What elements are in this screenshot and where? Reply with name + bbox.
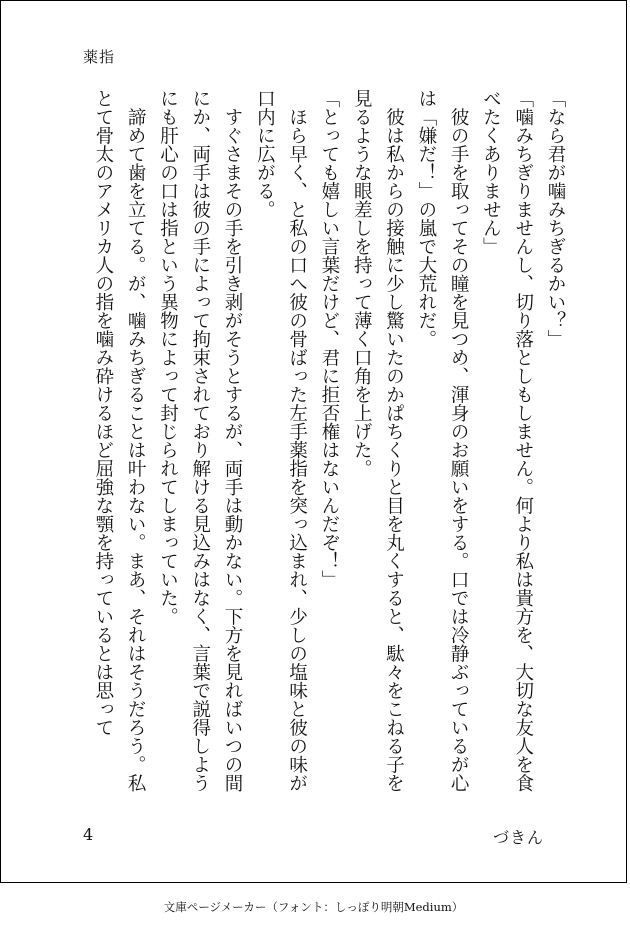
vertical-body-text bbox=[81, 89, 571, 804]
paragraph: 「噛みちぎりませんし、切り落としもしません。何より私は貴方を、大切な友人を食べたくありません」 bbox=[480, 89, 534, 792]
author-name: づきん bbox=[492, 828, 544, 847]
paragraph: 彼の手を取ってその瞳を見つめ、渾身のお願いをする。口では冷静ぶっているが心は「嫌だ！」の嵐で大荒れだ。 bbox=[415, 89, 470, 792]
paragraph: 彼は私からの接触に少し驚いたのかぱちくりと目を丸くすると、駄々をこねる子を見るような眼差しを持って薄く口角を上げた。 bbox=[351, 89, 405, 792]
generator-credit: 文庫ページメーカー（フォント：しっぽり明朝Medium） bbox=[163, 900, 464, 914]
paragraph: 「なら君が噛みちぎるかい？」 bbox=[545, 89, 566, 348]
paragraph: ほら早く、と私の口へ彼の骨ばった左手薬指を突っ込まれ、少しの塩味と彼の味が口内に広がる。 bbox=[254, 89, 308, 792]
running-title: 薬指 bbox=[83, 48, 116, 66]
page-number: 4 bbox=[83, 825, 94, 844]
paragraph: 諦めて歯を立てる。が、噛みちぎることは叶わない。まあ、それはそうだろう。私とて骨太のアメリカ人の指を噛み砕けるほど屈強な顎を持っているとは思って bbox=[92, 89, 147, 792]
paragraph: すぐさまその手を引き剥がそうとするが、両手は動かない。下方を見ればいつの間にか、両手は彼の手によって拘束されており解ける見込みはなく、言葉で説得しようにも肝心の口は指という異物によって封じられてしまっていた。 bbox=[157, 89, 244, 792]
paragraph: 「とっても嬉しい言葉だけど、君に拒否権はないんだぞ！」 bbox=[318, 89, 340, 589]
